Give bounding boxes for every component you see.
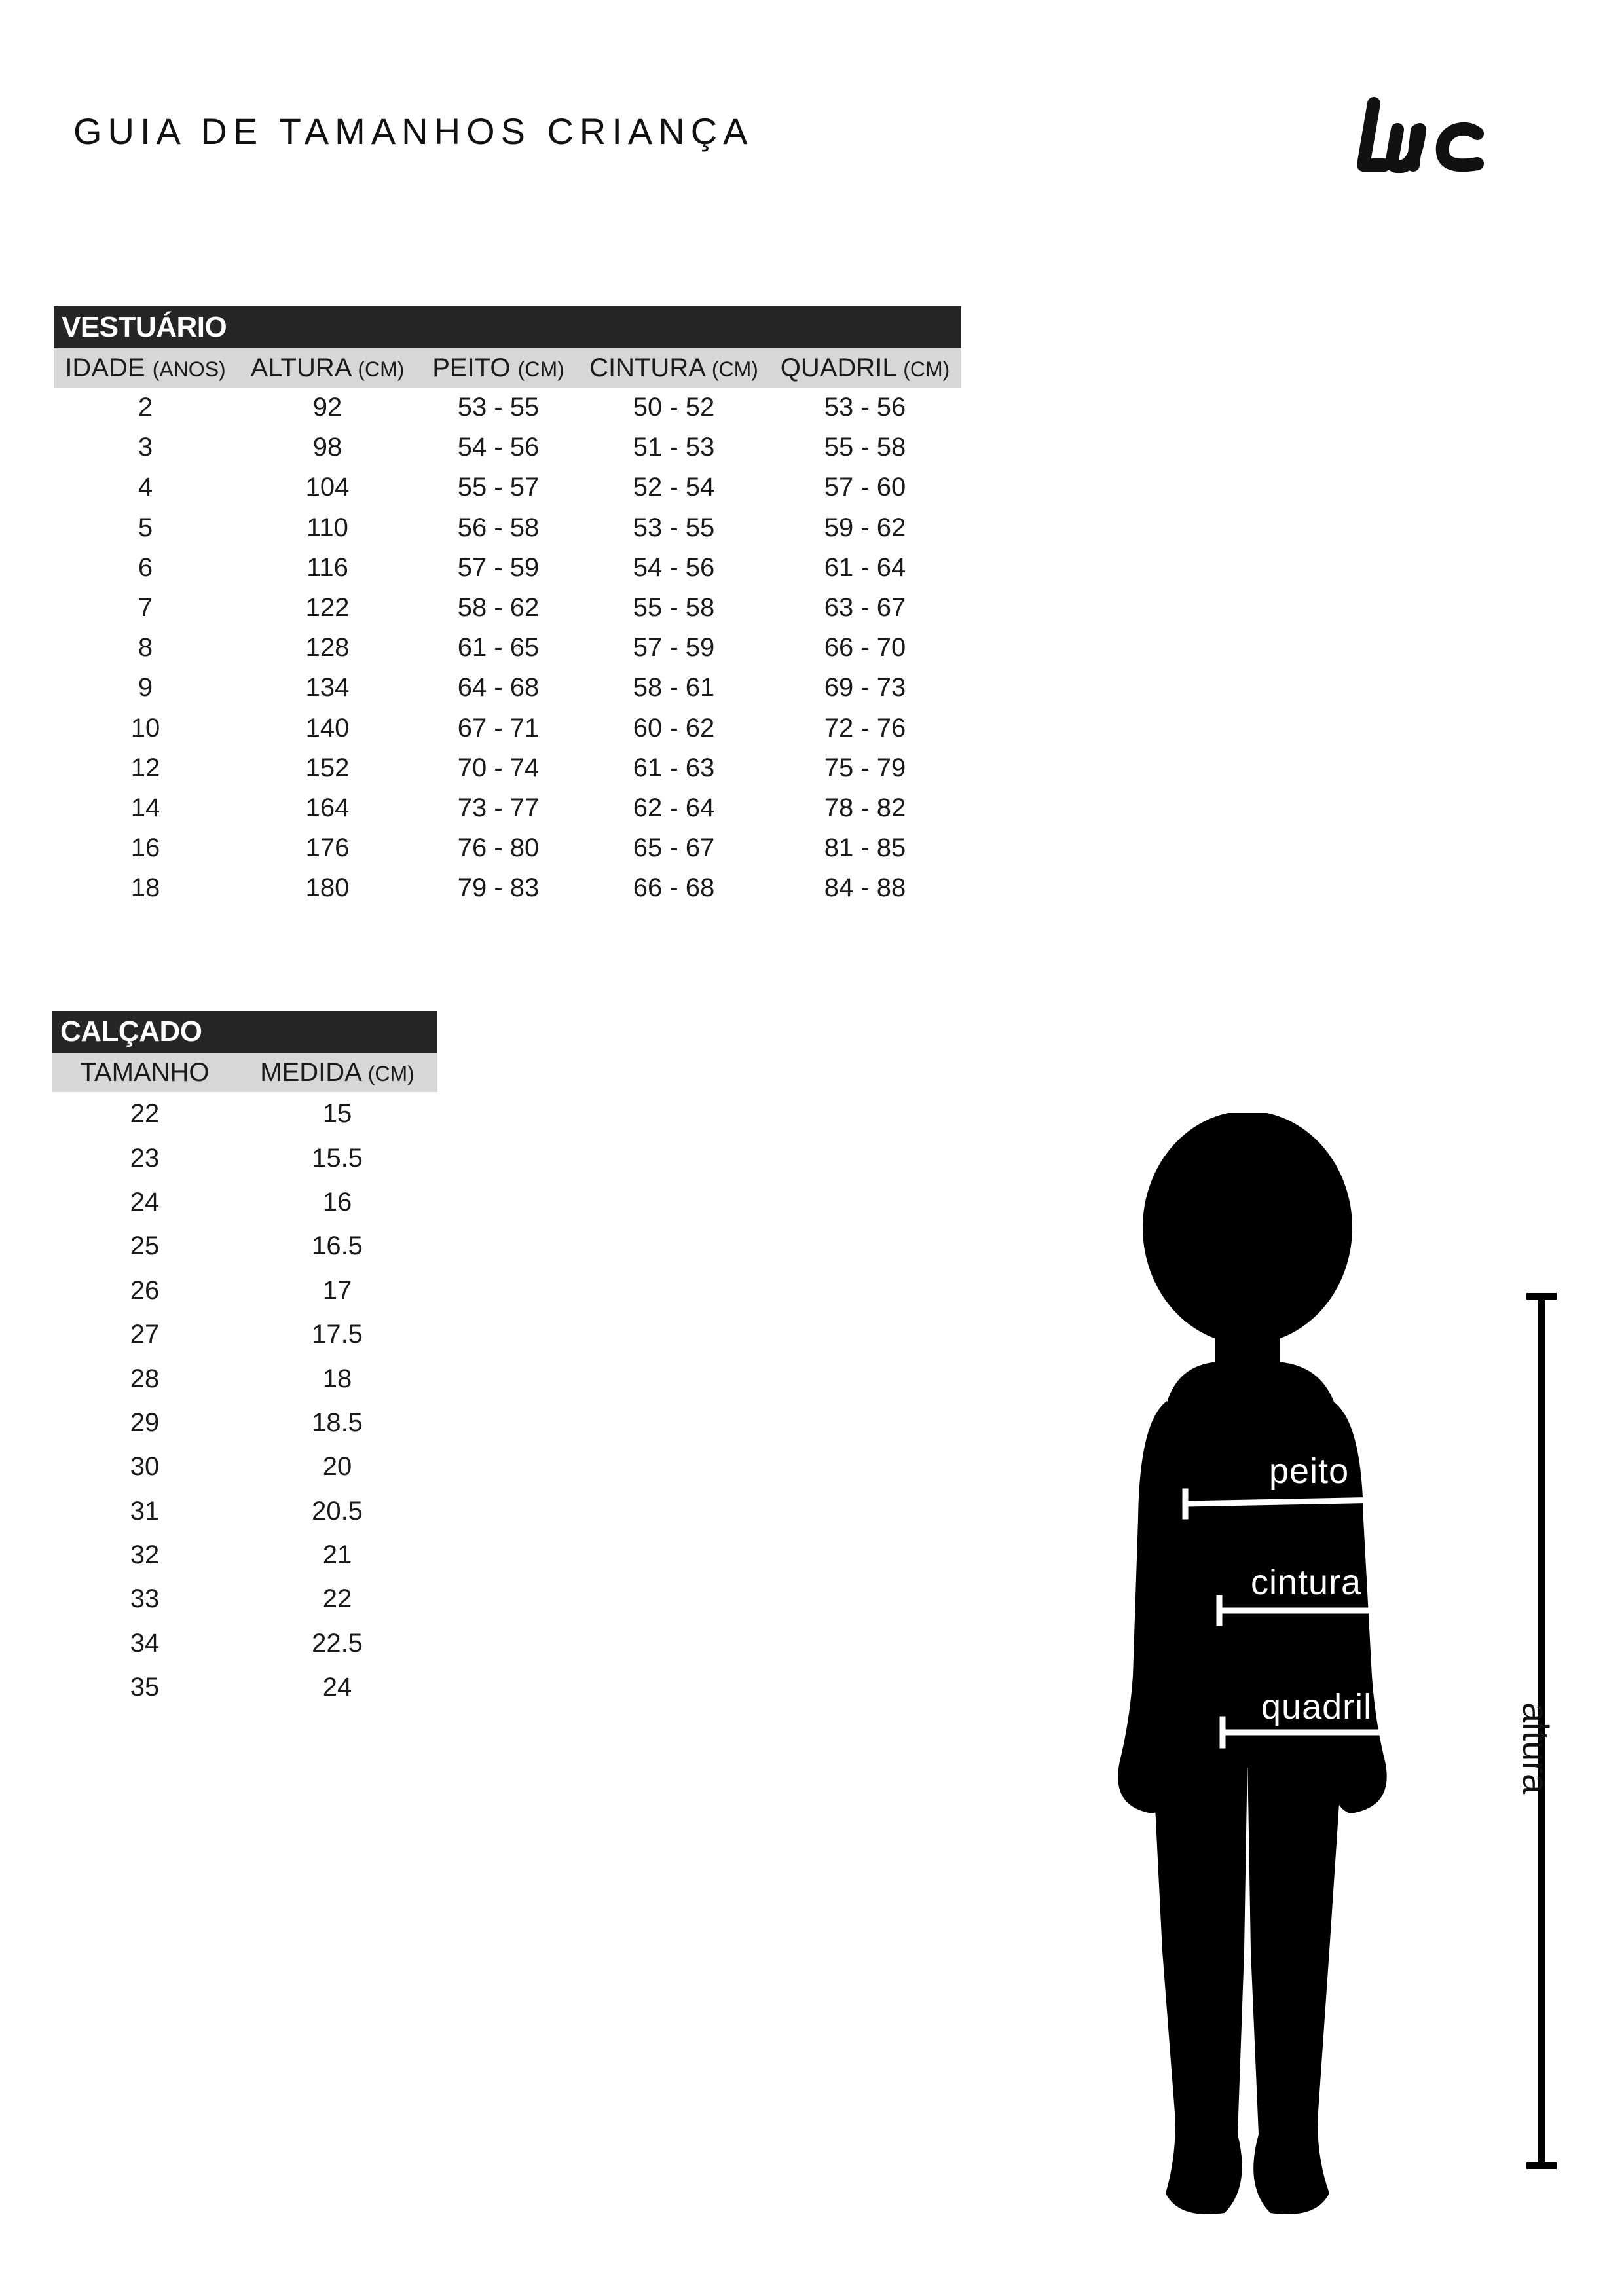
table-row xyxy=(52,1313,437,1357)
column-header-hip xyxy=(769,348,961,388)
table-row xyxy=(54,748,961,788)
table-cell: 18 xyxy=(322,1364,352,1393)
table-cell: 52 - 54 xyxy=(633,473,715,502)
column-header-label: ALTURA xyxy=(250,353,351,382)
table-row xyxy=(52,1666,437,1709)
table-cell: 26 xyxy=(130,1275,160,1305)
table-cell: 28 xyxy=(130,1364,160,1393)
table-row xyxy=(54,668,961,708)
table-cell: 140 xyxy=(305,713,350,742)
chest-label: peito xyxy=(1269,1451,1350,1491)
table-cell: 164 xyxy=(305,793,350,822)
table-cell: 61 - 63 xyxy=(633,753,715,782)
table-row xyxy=(52,1577,437,1621)
brand-logo xyxy=(1349,92,1493,183)
column-header-unit: (CM) xyxy=(367,1061,415,1085)
column-header-age xyxy=(54,348,237,388)
table-cell: 63 - 67 xyxy=(824,593,906,623)
table-row xyxy=(54,508,961,548)
table-cell: 62 - 64 xyxy=(633,793,715,822)
table-cell: 24 xyxy=(322,1673,352,1702)
table-cell: 92 xyxy=(312,393,342,422)
table-cell: 18 xyxy=(130,873,160,903)
table-cell: 84 - 88 xyxy=(824,873,906,903)
table-row xyxy=(54,467,961,507)
table-cell: 12 xyxy=(130,753,160,782)
column-header-measure xyxy=(237,1053,437,1092)
table-cell: 55 - 57 xyxy=(457,473,540,502)
table-row xyxy=(52,1180,437,1224)
table-cell: 64 - 68 xyxy=(457,673,540,702)
table-row xyxy=(52,1224,437,1268)
footwear-rows xyxy=(52,1092,437,1709)
table-row xyxy=(54,428,961,467)
table-cell: 33 xyxy=(130,1584,160,1614)
table-cell: 27 xyxy=(130,1320,160,1349)
child-silhouette-figure xyxy=(1113,1113,1624,2252)
table-row xyxy=(52,1136,437,1180)
table-cell: 22.5 xyxy=(312,1628,363,1658)
table-cell: 54 - 56 xyxy=(457,433,540,462)
table-cell: 66 - 68 xyxy=(633,873,715,903)
table-cell: 15 xyxy=(322,1099,352,1129)
column-header-unit: (CM) xyxy=(358,357,405,381)
table-cell: 176 xyxy=(305,833,350,863)
table-cell: 122 xyxy=(305,593,350,623)
table-cell: 23 xyxy=(130,1143,160,1173)
table-cell: 61 - 65 xyxy=(457,633,540,663)
table-cell: 20 xyxy=(322,1452,352,1482)
table-cell: 7 xyxy=(138,593,153,623)
table-cell: 35 xyxy=(130,1673,160,1702)
column-header-label: IDADE xyxy=(65,353,145,382)
table-cell: 31 xyxy=(130,1496,160,1525)
table-row xyxy=(52,1401,437,1445)
table-row xyxy=(54,548,961,588)
table-cell: 20.5 xyxy=(312,1496,363,1525)
table-cell: 81 - 85 xyxy=(824,833,906,863)
table-cell: 57 - 59 xyxy=(633,633,715,663)
table-row xyxy=(52,1357,437,1400)
table-cell: 134 xyxy=(305,673,350,702)
table-cell: 58 - 62 xyxy=(457,593,540,623)
column-header-unit: (CM) xyxy=(517,357,564,381)
table-row xyxy=(54,708,961,748)
table-cell: 58 - 61 xyxy=(633,673,715,702)
table-cell: 54 - 56 xyxy=(633,553,715,582)
table-row xyxy=(54,788,961,828)
table-cell: 16 xyxy=(130,833,160,863)
table-cell: 5 xyxy=(138,513,153,542)
footwear-heading: CALÇADO xyxy=(52,1011,437,1053)
footwear-heading-row xyxy=(52,1011,437,1053)
table-cell: 22 xyxy=(130,1099,160,1129)
table-row xyxy=(54,388,961,428)
table-cell: 70 - 74 xyxy=(457,753,540,782)
page-title: GUIA DE TAMANHOS CRIANÇA xyxy=(73,111,754,152)
table-cell: 152 xyxy=(305,753,350,782)
table-cell: 18.5 xyxy=(312,1408,363,1437)
table-cell: 73 - 77 xyxy=(457,793,540,822)
table-cell: 16 xyxy=(322,1187,352,1216)
column-header-label: MEDIDA xyxy=(260,1057,361,1087)
table-cell: 55 - 58 xyxy=(633,593,715,623)
table-cell: 51 - 53 xyxy=(633,433,715,462)
table-cell: 76 - 80 xyxy=(457,833,540,863)
clothing-rows xyxy=(54,388,961,908)
table-cell: 17.5 xyxy=(312,1320,363,1349)
table-cell: 53 - 55 xyxy=(457,393,540,422)
table-cell: 9 xyxy=(138,673,153,702)
table-row xyxy=(52,1622,437,1666)
column-header-label: QUADRIL xyxy=(780,353,896,382)
table-cell: 17 xyxy=(322,1275,352,1305)
table-cell: 79 - 83 xyxy=(457,873,540,903)
table-cell: 6 xyxy=(138,553,153,582)
table-cell: 66 - 70 xyxy=(824,633,906,663)
column-header-waist xyxy=(579,348,769,388)
column-header-chest xyxy=(418,348,579,388)
table-cell: 56 - 58 xyxy=(457,513,540,542)
column-header-label: PEITO xyxy=(432,353,511,382)
footwear-size-table xyxy=(52,1011,437,1709)
table-cell: 2 xyxy=(138,393,153,422)
table-cell: 4 xyxy=(138,473,153,502)
table-cell: 98 xyxy=(312,433,342,462)
table-cell: 3 xyxy=(138,433,153,462)
table-cell: 50 - 52 xyxy=(633,393,715,422)
table-cell: 24 xyxy=(130,1187,160,1216)
table-cell: 57 - 59 xyxy=(457,553,540,582)
table-cell: 72 - 76 xyxy=(824,713,906,742)
table-cell: 32 xyxy=(130,1540,160,1570)
table-cell: 65 - 67 xyxy=(633,833,715,863)
table-row xyxy=(54,868,961,908)
table-cell: 16.5 xyxy=(312,1231,363,1261)
column-header-size xyxy=(52,1053,237,1092)
column-header-height xyxy=(237,348,418,388)
footwear-column-headers xyxy=(52,1053,437,1092)
column-header-label: TAMANHO xyxy=(80,1057,210,1087)
table-cell: 8 xyxy=(138,633,153,663)
table-cell: 25 xyxy=(130,1231,160,1261)
waist-label: cintura xyxy=(1251,1563,1362,1602)
table-cell: 104 xyxy=(305,473,350,502)
table-cell: 75 - 79 xyxy=(824,753,906,782)
table-cell: 61 - 64 xyxy=(824,553,906,582)
table-cell: 10 xyxy=(130,713,160,742)
table-row xyxy=(52,1445,437,1489)
table-row xyxy=(52,1533,437,1577)
column-header-unit: (ANOS) xyxy=(152,357,226,381)
table-cell: 116 xyxy=(306,553,348,582)
height-label: altura xyxy=(1515,1702,1557,1795)
hip-label: quadril xyxy=(1261,1687,1373,1726)
table-row xyxy=(54,828,961,868)
table-row xyxy=(52,1269,437,1313)
table-cell: 53 - 56 xyxy=(824,393,906,422)
child-silhouette xyxy=(1118,1113,1387,2214)
table-cell: 21 xyxy=(322,1540,352,1570)
table-cell: 53 - 55 xyxy=(633,513,715,542)
column-header-label: CINTURA xyxy=(589,353,705,382)
table-cell: 55 - 58 xyxy=(824,433,906,462)
table-cell: 60 - 62 xyxy=(633,713,715,742)
table-cell: 30 xyxy=(130,1452,160,1482)
clothing-size-table xyxy=(54,306,961,908)
table-cell: 14 xyxy=(130,793,160,822)
table-cell: 29 xyxy=(130,1408,160,1437)
table-cell: 128 xyxy=(305,633,350,663)
table-row xyxy=(52,1092,437,1136)
column-header-unit: (CM) xyxy=(903,357,950,381)
table-row xyxy=(54,588,961,628)
table-cell: 110 xyxy=(306,513,348,542)
clothing-heading: VESTUÁRIO xyxy=(54,306,961,348)
table-row xyxy=(54,628,961,668)
table-cell: 69 - 73 xyxy=(824,673,906,702)
table-cell: 180 xyxy=(305,873,350,903)
clothing-column-headers xyxy=(54,348,961,388)
table-cell: 59 - 62 xyxy=(824,513,906,542)
column-header-unit: (CM) xyxy=(711,357,758,381)
clothing-heading-row xyxy=(54,306,961,348)
table-cell: 34 xyxy=(130,1628,160,1658)
table-cell: 57 - 60 xyxy=(824,473,906,502)
table-row xyxy=(52,1489,437,1533)
table-cell: 67 - 71 xyxy=(457,713,540,742)
table-cell: 15.5 xyxy=(312,1143,363,1173)
table-cell: 78 - 82 xyxy=(824,793,906,822)
table-cell: 22 xyxy=(322,1584,352,1614)
